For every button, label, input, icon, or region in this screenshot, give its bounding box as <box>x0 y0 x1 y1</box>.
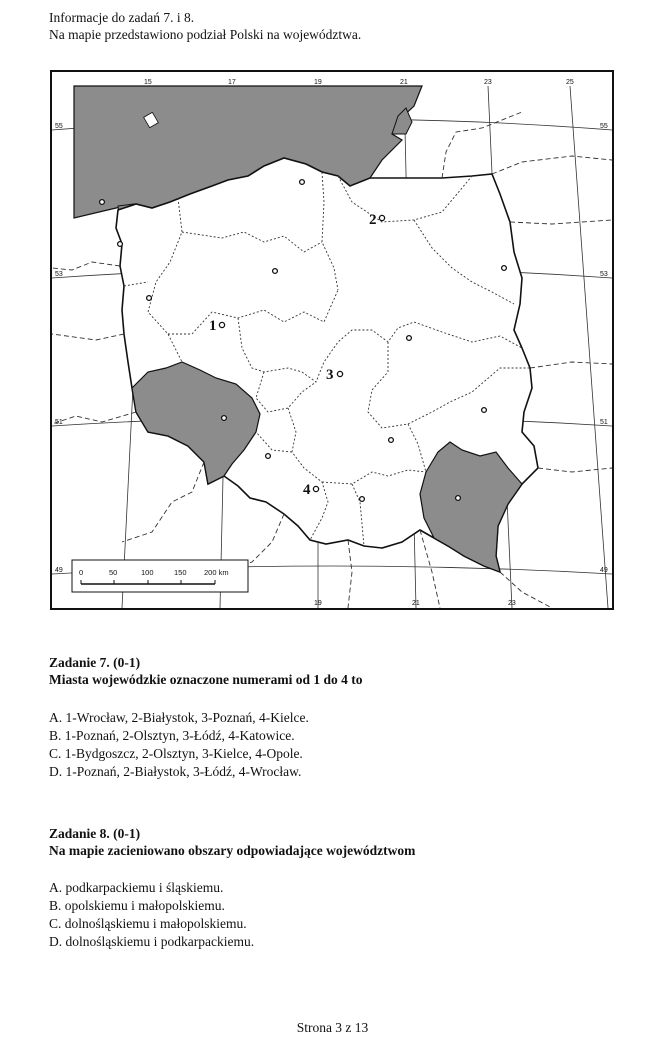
task8-option-b[interactable]: B. opolskiemu i małopolskiemu. <box>49 898 225 913</box>
lon-label-bottom: 23 <box>508 600 516 607</box>
task7-option-b[interactable]: B. 1-Poznań, 2-Olsztyn, 3-Łódź, 4-Katowice. <box>49 728 295 743</box>
page-number: Strona 3 z 13 <box>296 1020 369 1035</box>
lon-label-bottom: 19 <box>314 600 322 607</box>
city-marker <box>482 408 487 413</box>
city-marker <box>456 496 461 501</box>
task8-question: Na mapie zacieniowano obszary odpowiadające województwom <box>49 843 416 858</box>
lon-label-top: 15 <box>144 79 152 86</box>
task7-option-c[interactable]: C. 1-Bydgoszcz, 2-Olsztyn, 3-Kielce, 4-Opole. <box>49 746 303 761</box>
scale-label: 100 <box>141 568 154 577</box>
city-marker <box>118 242 123 247</box>
task7-title: Zadanie 7. (0-1) <box>49 655 141 670</box>
city-marker <box>222 416 227 421</box>
lon-label-top: 17 <box>228 79 236 86</box>
city-marker <box>389 438 394 443</box>
city-marker <box>266 454 271 459</box>
lon-label-top: 19 <box>314 79 322 86</box>
intro-heading: Informacje do zadań 7. i 8. <box>49 10 195 25</box>
task8-title: Zadanie 8. (0-1) <box>49 826 141 841</box>
city-marker <box>407 336 412 341</box>
scale-label: 150 <box>174 568 187 577</box>
lon-label-top: 21 <box>400 79 408 86</box>
lat-label-right: 51 <box>600 419 608 426</box>
lat-label-right: 49 <box>600 567 608 574</box>
city-marker <box>502 266 507 271</box>
city-marker-4 <box>313 486 318 491</box>
task8-option-d[interactable]: D. dolnośląskiemu i podkarpackiemu. <box>49 934 255 949</box>
lat-label-left: 51 <box>55 419 63 426</box>
city-number-4: 4 <box>303 482 311 498</box>
city-number-1: 1 <box>209 318 217 334</box>
lat-label-right: 55 <box>600 123 608 130</box>
city-marker-3 <box>337 371 342 376</box>
city-marker <box>360 497 365 502</box>
task8-option-a[interactable]: A. podkarpackiemu i śląskiemu. <box>49 880 224 895</box>
task7-question: Miasta wojewódzkie oznaczone numerami od 1 do 4 to <box>49 672 363 687</box>
task8-option-c[interactable]: C. dolnośląskiemu i małopolskiemu. <box>49 916 247 931</box>
city-marker-1 <box>219 322 224 327</box>
task7-option-d[interactable]: D. 1-Poznań, 2-Białystok, 3-Łódź, 4-Wrocław. <box>49 764 302 779</box>
lat-label-left: 55 <box>55 123 63 130</box>
lat-label-right: 53 <box>600 271 608 278</box>
lat-label-left: 53 <box>55 271 63 278</box>
scale-label: 0 <box>79 568 84 577</box>
task7-option-a[interactable]: A. 1-Wrocław, 2-Białystok, 3-Poznań, 4-Kielce. <box>49 710 309 725</box>
scale-bar <box>72 560 248 592</box>
intro-description: Na mapie przedstawiono podział Polski na województwa. <box>49 27 362 42</box>
city-marker <box>273 269 278 274</box>
scale-label: 50 <box>109 568 118 577</box>
city-marker <box>300 180 305 185</box>
city-number-3: 3 <box>326 367 334 383</box>
map-svg <box>52 72 612 608</box>
city-marker <box>147 296 152 301</box>
lon-label-top: 25 <box>566 79 574 86</box>
lat-label-left: 49 <box>55 567 63 574</box>
city-marker <box>100 200 105 205</box>
poland-map <box>50 70 614 610</box>
meridian-25 <box>570 86 608 608</box>
lon-label-top: 23 <box>484 79 492 86</box>
city-marker-2 <box>379 215 384 220</box>
lon-label-bottom: 21 <box>412 600 420 607</box>
scale-label: 200 km <box>204 568 229 577</box>
city-number-2: 2 <box>369 212 377 228</box>
